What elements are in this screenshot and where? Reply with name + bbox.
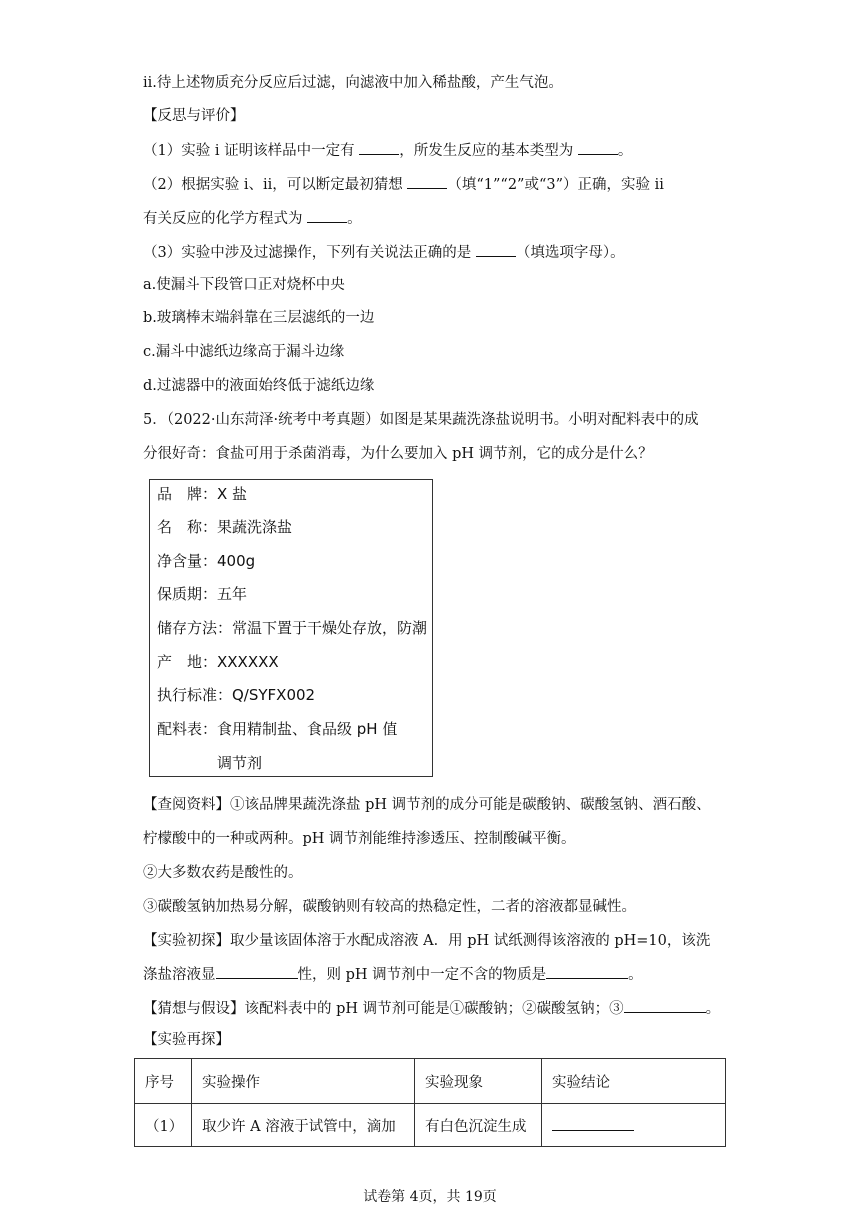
question-text: 。 [347, 211, 362, 227]
table-cell: （1） [135, 1104, 192, 1147]
question-2-cont [143, 208, 362, 229]
question-text: 。 [628, 967, 643, 983]
answer-blank [216, 964, 298, 979]
question-3 [143, 242, 625, 263]
option-c: c.漏斗中滤纸边缘高于漏斗边缘 [143, 344, 345, 360]
question-text: （填选项字母）。 [515, 245, 625, 261]
answer-blank [578, 140, 618, 155]
question-5: 5．（2022·山东菏泽·统考中考真题）如图是某果蔬洗涤盐说明书。小明对配料表中的成 [143, 412, 699, 428]
label-ingredients-cont: 调节剂 [217, 754, 263, 772]
text-line: ii.待上述物质充分反应后过滤，向滤液中加入稀盐酸，产生气泡。 [143, 75, 563, 91]
text-line: 【查阅资料】①该品牌果蔬洗涤盐 pH 调节剂的成分可能是碳酸钠、碳酸氢钠、酒石酸、 [143, 797, 711, 813]
answer-blank [359, 140, 399, 155]
section-heading: 【实验再探】 [143, 1032, 230, 1048]
question-text: （1）实验 i 证明该样品中一定有 [143, 143, 360, 159]
page-footer: 试卷第 4页，共 19页 [363, 1189, 497, 1205]
answer-blank [546, 964, 628, 979]
column-header: 序号 [135, 1059, 192, 1104]
column-header: 实验操作 [192, 1059, 415, 1104]
experiment-table [134, 1058, 726, 1147]
label-ingredients: 配料表：食用精制盐、食品级 pH 值 [157, 720, 398, 738]
label-origin: 产 地：XXXXXX [157, 653, 279, 671]
label-standard: 执行标准：Q/SYFX002 [157, 686, 316, 704]
question-text: （2）根据实验 i、ii，可以断定最初猜想 [143, 177, 408, 193]
answer-blank [552, 1116, 634, 1131]
answer-blank [307, 208, 347, 223]
question-1 [143, 140, 632, 161]
question-2 [143, 174, 664, 195]
question-text: 。 [617, 143, 633, 159]
table-header-row [135, 1059, 726, 1104]
question-line [143, 964, 643, 985]
question-text: （填“1”“2”或“3”）正确，实验 ii [447, 177, 664, 193]
option-d: d.过滤器中的液面始终低于滤纸边缘 [143, 378, 375, 394]
question-text: 。 [705, 1001, 721, 1017]
label-net: 净含量：400g [157, 552, 256, 570]
answer-blank [624, 998, 706, 1013]
table-cell: 取少许 A 溶液于试管中，滴加 [192, 1104, 415, 1147]
question-text: 有关反应的化学方程式为 [143, 211, 308, 227]
option-b: b.玻璃棒末端斜靠在三层滤纸的一边 [143, 310, 375, 326]
text-line: ③碳酸氢钠加热易分解，碳酸钠则有较高的热稳定性，二者的溶液都显碱性。 [143, 899, 636, 915]
question-text: 【猜想与假设】该配料表中的 pH 调节剂可能是①碳酸钠；②碳酸氢钠；③ [143, 1001, 624, 1017]
table-cell: 有白色沉淀生成 [415, 1104, 542, 1147]
question-5-cont: 分很好奇：食盐可用于杀菌消毒，为什么要加入 pH 调节剂，它的成分是什么？ [143, 446, 653, 462]
text-line: ②大多数农药是酸性的。 [143, 865, 303, 881]
section-heading: 【反思与评价】 [143, 108, 245, 124]
label-brand: 品 牌：X 盐 [157, 485, 248, 503]
text-line: 【实验初探】取少量该固体溶于水配成溶液 A．用 pH 试纸测得该溶液的 pH=10，该洗 [143, 933, 711, 949]
question-text: 性，则 pH 调节剂中一定不含的物质是 [297, 967, 547, 983]
product-label [149, 479, 433, 777]
question-text: ，所发生反应的基本类型为 [399, 143, 578, 159]
label-shelf: 保质期：五年 [157, 585, 248, 603]
question-line [143, 998, 720, 1019]
text-line: 柠檬酸中的一种或两种。pH 调节剂能维持渗透压、控制酸碱平衡。 [143, 831, 576, 847]
column-header: 实验现象 [415, 1059, 542, 1104]
question-text: （3）实验中涉及过滤操作，下列有关说法正确的是 [143, 245, 476, 261]
question-text: 涤盐溶液显 [143, 967, 216, 983]
table-row [135, 1104, 726, 1147]
answer-blank [407, 174, 447, 189]
option-a: a.使漏斗下段管口正对烧杯中央 [143, 277, 345, 293]
label-storage: 储存方法：常温下置于干燥处存放，防潮 [157, 619, 428, 637]
answer-blank [476, 242, 516, 257]
label-name: 名 称：果蔬洗涤盐 [157, 518, 293, 536]
table-cell [542, 1104, 726, 1147]
column-header: 实验结论 [542, 1059, 726, 1104]
